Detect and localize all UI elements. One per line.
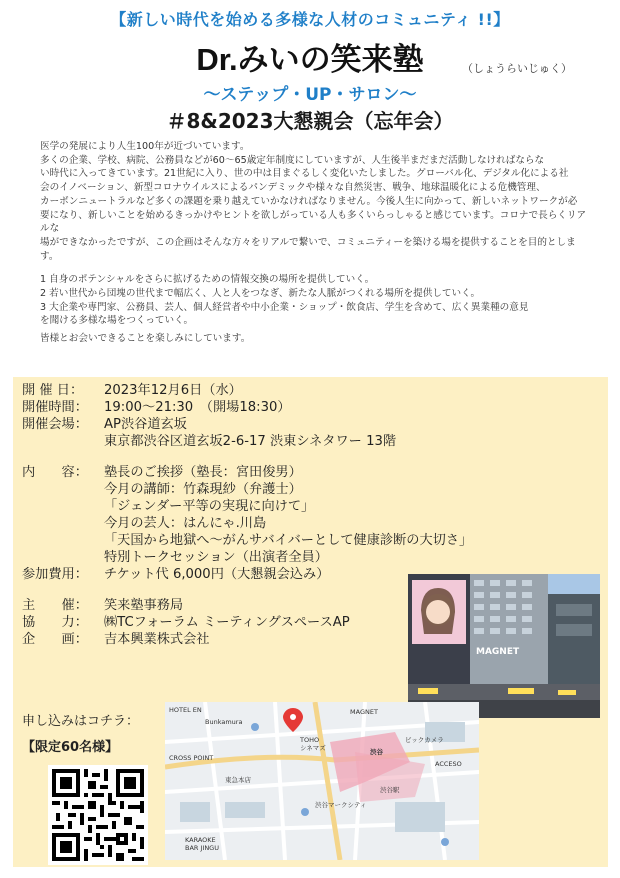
content-item: 特別トークセッション（出演者全員） [104, 550, 328, 565]
building-sign: MAGNET [476, 647, 520, 657]
intro-line: す。 [40, 250, 59, 262]
intro-line: 会のイノベーション、新型コロナウイルスによるパンデミックや様々な自然災害、戦争、地球温暖化による危機管理、 [40, 182, 546, 194]
map-label: Bunkamura [205, 718, 243, 726]
content-item: 今月の講師：竹森現紗（弁護士） [104, 482, 302, 497]
intro-text [40, 140, 588, 346]
map-label: 渋谷駅 [380, 786, 400, 794]
title-reading: （しょうらいじゅく） [462, 62, 572, 75]
date-label: 開 催 日： [22, 383, 84, 398]
intro-line: 医学の発展により人生100年が近づいています。 [40, 141, 250, 152]
host-value: 笑来塾事務局 [104, 598, 184, 613]
fee-label: 参加費用： [22, 567, 88, 582]
fee-value: チケット代 6,000円（大懇親会込み） [104, 567, 330, 582]
event-title: ＃8&2023大懇親会（忘年会） [166, 109, 454, 133]
plan-value: 吉本興業株式会社 [104, 632, 210, 647]
venue-map[interactable] [165, 702, 479, 860]
time-value: 19:00〜21:30 （開場18:30） [104, 400, 291, 415]
coop-value: ㈱TCフォーラム ミーティングスペースAP [104, 615, 350, 630]
goal-item: 3 大企業や専門家、公務員、芸人、個人経営者や中小企業・ショップ・飲食店、学生を含めて、広く異業種の意見 [40, 301, 529, 313]
intro-line: カーボンニュートラルなど多くの課題を乗り越えていかなければなりません。今後人生に向かって、新しいネットワークが必 [40, 195, 578, 207]
content-item: 今月の芸人：はんにゃ.川島 [104, 516, 267, 531]
date-value: 2023年12月6日（水） [104, 383, 242, 398]
intro-line: い時代に入ってきています。21世紀に入り、世の中は目まぐるしく変化いたしました。グローバル化、デジタル化による社 [40, 168, 569, 180]
header-banner: 【新しい時代を始める多様な人材のコミュニティ !!】 [110, 10, 510, 29]
content-item: 「天国から地獄へ〜がんサバイバーとして健康診断の大切さ」 [104, 533, 473, 548]
subtitle: 〜ステップ・UP・サロン〜 [203, 85, 417, 105]
page-title: Dr.みいの笑来塾 [196, 42, 424, 77]
map-label: ビックカメラ [405, 736, 444, 744]
qr-code[interactable] [48, 765, 148, 865]
content-item: 「ジェンダー平等の実現に向けて」 [104, 499, 315, 514]
map-label: 東急本店 [225, 776, 251, 784]
goal-item: を聞ける多様な場をつくっていく。 [40, 315, 194, 327]
venue-label: 開催会場： [22, 417, 88, 432]
map-label: TOHO [300, 736, 320, 744]
map-label: KARAOKE [185, 836, 216, 844]
plan-label: 企 画： [22, 632, 88, 647]
closing-line: 皆様とお会いできることを楽しみにしています。 [40, 333, 251, 345]
map-label: ACCESO [435, 760, 462, 768]
map-label: BAR JINGU [185, 844, 219, 852]
event-details [22, 382, 472, 648]
apply-text: 申し込みはコチラ： [22, 714, 140, 729]
goal-item: 2 若い世代から団塊の世代まで幅広く、人と人をつなぎ、新たな人脈がつくれる場所を提供していく。 [40, 288, 481, 300]
time-label: 開催時間： [22, 400, 88, 415]
map-label: MAGNET [350, 708, 378, 716]
goal-item: 1 自身のポテンシャルをさらに拡げるための情報交換の場所を提供していく。 [40, 274, 375, 286]
map-label: シネマズ [300, 744, 326, 752]
host-label: 主 催： [22, 598, 88, 613]
map-label: CROSS POINT [169, 754, 214, 762]
intro-line: 要になり、新しいことを始めるきっかけやヒントを欲しがっている人も多くいらっしゃると感じています。コロナで長らくリアルな [40, 209, 587, 235]
intro-line: 多くの企業、学校、病院、公務員などが60〜65歳定年制度にしていますが、人生後半まだまだ活動しなければならな [40, 154, 545, 166]
venue-photo [408, 574, 600, 718]
map-label: 渋谷マークシティ [315, 801, 367, 809]
map-label: 渋谷 [370, 748, 383, 756]
venue-value: AP渋谷道玄坂 [104, 417, 187, 432]
map-label: HOTEL EN [169, 706, 202, 714]
content-label: 内 容： [22, 465, 88, 480]
coop-label: 協 力： [22, 615, 88, 630]
intro-line: 場ができなかったですが、この企画はそんな方々をリアルで繋いで、コミュニティーを築ける場を提供することを目的としま [40, 236, 576, 248]
venue-address: 東京都渋谷区道玄坂2-6-17 渋東シネタワー 13階 [104, 434, 397, 449]
limit-badge: 【限定60名様】 [22, 740, 119, 755]
content-item: 塾長のご挨拶（塾長：宮田俊男） [104, 465, 302, 480]
